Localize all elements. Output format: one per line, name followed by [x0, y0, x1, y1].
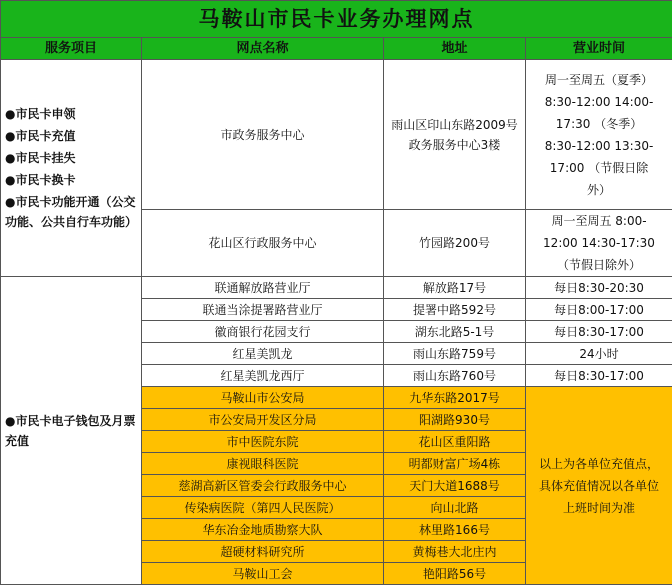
hours-line: 12:00 14:30-17:30	[543, 236, 655, 250]
outlet-address: 黄梅巷大北庄内	[384, 541, 526, 563]
outlet-name: 马鞍山工会	[142, 563, 384, 585]
outlet-address: 向山北路	[384, 497, 526, 519]
outlet-name: 红星美凯龙	[142, 343, 384, 365]
service-item: ●市民卡功能开通（公交功能、公共自行车功能）	[5, 195, 138, 229]
outlet-name: 市公安局开发区分局	[142, 409, 384, 431]
address-line: 政务服务中心3楼	[408, 137, 501, 152]
outlet-address: 林里路166号	[384, 519, 526, 541]
outlet-hours	[526, 210, 672, 277]
service-item: ●市民卡换卡	[5, 173, 76, 187]
header-hours: 营业时间	[526, 38, 672, 60]
outlet-name: 慈湖高新区管委会行政服务中心	[142, 475, 384, 497]
service-list-2: ●市民卡电子钱包及月票充值	[1, 277, 142, 585]
hours-line: 17:00 （节假日除	[549, 160, 649, 175]
recharge-note: 以上为各单位充值点，具体充值情况以各单位上班时间为准	[526, 387, 672, 585]
outlet-address: 解放路17号	[384, 277, 526, 299]
outlet-hours: 24小时	[526, 343, 672, 365]
hours-line: 周一至周五（夏季）	[544, 72, 653, 87]
outlet-name: 花山区行政服务中心	[142, 210, 384, 277]
outlet-name: 红星美凯龙西厅	[142, 365, 384, 387]
outlet-hours: 每日8:00-17:00	[526, 299, 672, 321]
outlet-name: 传染病医院（第四人民医院）	[142, 497, 384, 519]
outlet-hours: 每日8:30-20:30	[526, 277, 672, 299]
outlet-address: 雨山东路759号	[384, 343, 526, 365]
outlet-hours: 每日8:30-17:00	[526, 321, 672, 343]
outlet-name: 联通解放路营业厅	[142, 277, 384, 299]
outlet-hours	[526, 60, 672, 210]
address-line: 雨山区印山东路2009号	[391, 117, 518, 132]
service-list-1	[1, 60, 142, 277]
header-address: 地址	[384, 38, 526, 60]
table-row	[1, 60, 672, 210]
outlet-name: 徽商银行花园支行	[142, 321, 384, 343]
outlet-address: 湖东北路5-1号	[384, 321, 526, 343]
service-item: ●市民卡申领	[5, 107, 76, 121]
outlet-address: 竹园路200号	[384, 210, 526, 277]
table-row	[1, 277, 672, 299]
header-service: 服务项目	[1, 38, 142, 60]
outlet-address: 明都财富广场4栋	[384, 453, 526, 475]
outlet-address: 阳湖路930号	[384, 409, 526, 431]
outlet-name: 市政务服务中心	[142, 60, 384, 210]
outlet-address: 九华东路2017号	[384, 387, 526, 409]
service-item: ●市民卡挂失	[5, 151, 76, 165]
hours-line: 外）	[586, 182, 611, 197]
outlet-name: 华东冶金地质勘察大队	[142, 519, 384, 541]
table-title: 马鞍山市民卡业务办理网点	[1, 1, 672, 38]
hours-line: 17:30 （冬季）	[555, 116, 643, 131]
service-item: ●市民卡充值	[5, 129, 76, 143]
outlet-name: 市中医院东院	[142, 431, 384, 453]
header-outlet: 网点名称	[142, 38, 384, 60]
outlet-name: 康视眼科医院	[142, 453, 384, 475]
outlet-name: 马鞍山市公安局	[142, 387, 384, 409]
hours-line: 8:30-12:00 14:00-	[544, 94, 654, 109]
outlet-address: 花山区重阳路	[384, 431, 526, 453]
outlet-address: 雨山东路760号	[384, 365, 526, 387]
outlet-address	[384, 60, 526, 210]
outlet-address: 艳阳路56号	[384, 563, 526, 585]
outlet-address: 天门大道1688号	[384, 475, 526, 497]
outlet-address: 提署中路592号	[384, 299, 526, 321]
outlet-hours: 每日8:30-17:00	[526, 365, 672, 387]
hours-line: 周一至周五 8:00-	[551, 214, 647, 228]
outlet-name: 联通当涂提署路营业厅	[142, 299, 384, 321]
outlet-name: 超硬材料研究所	[142, 541, 384, 563]
hours-line: （节假日除外）	[556, 258, 641, 272]
hours-line: 8:30-12:00 13:30-	[544, 138, 654, 153]
